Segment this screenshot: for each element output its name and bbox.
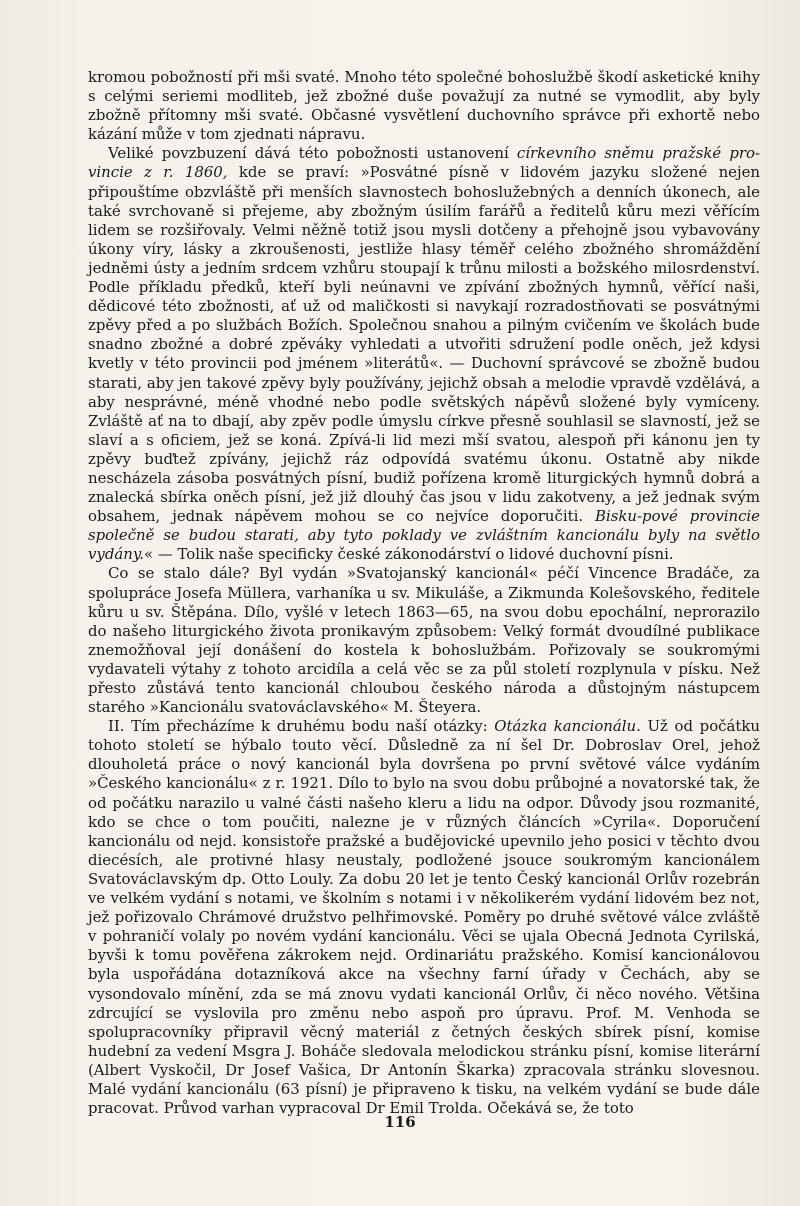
paragraph	[88, 717, 760, 1118]
text-run: kde se praví: »Posvátné písně v lidovém jazyku složené nejen připouštíme obzvláště při menších slavnostech bohoslužebných a denních úkonech, ale také svrchovaně si přejeme, aby zbožným úsilím farářů a ředitelů kůru mezi věřícím lidem se rozšiřovaly. Velmi něžně totiž jsou mysli dotčeny a přehojně jsou vybavovány úkony víry, lásky a zkroušenosti, jestliže hlasy téměř celého zbožného shromáždění jedněmi ústy a jedním srdcem vzhůru stoupají k trůnu milosti a božského milosrdenství. Podle příkladu předků, kteří byli neúnavni ve zpívání zbožných hymnů, věřící naši, dědicové této zbožnosti, ať už od maličkosti si navykají rozradostňovati se posvátnými zpěvy před a po službách Božích. Společnou snahou a pilným cvičením ve školách bude snadno zbožné a dobré zpěváky vyhledati a utvořiti sdružení podle oněch, jež kdysi kvetly v této provincii pod jménem »literátů«. — Duchovní správcové se zbožně budou starati, aby jen takové zpěvy byly používány, jejichž obsah a melodie vpravdě vzdělává, a aby nesprávné, méně vhodné nebo podle světských nápěvů složené byly vymíceny. Zvláště ať na to dbají, aby zpěv podle úmyslu církve přesně souhlasil se slavností, jež se slaví a s oficiem, jež se koná. Zpívá-li lid mezi mší svatou, alespoň při kánonu jen ty zpěvy buďtež zpívány, jejichž ráz odpovídá svatému úkonu. Ostatně aby nikde nescházela zásoba posvátných písní, budiž pořízena kromě liturgických hymnů dobrá a znalecká sbírka oněch písní, jež již dlouhý čas jsou v lidu zakotveny, a jež jednak svým obsahem, jednak nápěvem mohou se co nejvíce doporučiti.	[88, 163, 760, 526]
text-run: kromou pobožností při mši svaté. Mnoho této společné bohoslužbě škodí asketické knihy s celými seriemi modliteb, jež zbožné duše považují za nutné se vymodlit, aby byly zbožně přítomny mši svaté. Občasné vysvětlení duchovního správce při exhortě nebo kázání může v tom zjednati nápravu.	[88, 68, 760, 144]
text-run: Už od počátku tohoto století se hýbalo touto věcí. Důsledně za ní šel Dr. Dobroslav Orel, jehož dlouholetá práce o nový kancionál byla dovršena po první světové válce vydáním »Českého kancionálu« z r. 1921. Dílo to bylo na svou dobu průbojné a novatorské tak, že od počátku narazilo u valné části našeho kleru a lidu na odpor. Důvody jsou rozmanité, kdo se chce o tom poučiti, nalezne je v různých článcích »Cyrila«. Doporučení kancionálu od nejd. konsistoře pražské a budějovické upevnilo jeho posici v těchto dvou diecésích, ale protivné hlasy neustaly, podložené jsouce soukromým kancionálem Svatováclavským dp. Otto Louly. Za dobu 20 let je tento Český kancionál Orlův rozebrán ve velkém vydání s notami, ve školním s notami i v několikerém vydání lidovém bez not, jež pořizovalo Chrámové družstvo pelhřimovské. Poměry po druhé světové válce zvláště v pohraničí volaly po novém vydání kancionálu. Věci se ujala Obecná Jednota Cyrilská, byvši k tomu pověřena zákrokem nejd. Ordinariátu pražského. Komisí kancionálovou byla uspořádána dotazníková akce na všechny farní úřady v Čechách, aby se vysondovalo mínění, zda se má znovu vydati kancionál Orlův, či něco nového. Většina zdrcující se vyslovila pro změnu nebo aspoň pro úpravu. Prof. M. Venhoda se spolupracovníky připravil věcný materiál z četných českých sbírek písní, komise hudební za vedení Msgra J. Boháče sledovala melodickou stránku písní, komise literární (Albert Vyskočil, Dr Josef Vašica, Dr Antonín Škarka) zpracovala stránku slovesnou. Malé vydání kancionálu (63 písní) je připraveno k tisku, na velkém vydání se bude dále pracovat. Průvod varhan vypracoval Dr Emil Trolda. Očekává se, že toto	[88, 717, 760, 1118]
paragraph	[88, 564, 760, 717]
page-number: 116	[384, 1113, 416, 1131]
text-run: « — Tolik naše specificky české zákonodárství o lidové duchovní písni.	[144, 545, 674, 564]
text-run: Veliké povzbuzení dává této pobožnosti ustanovení	[108, 144, 517, 163]
paragraph	[88, 68, 760, 144]
italic-emphasis: církevního sněmu pražské pro-vincie z r. 1860,	[88, 144, 760, 182]
italic-emphasis: Bisku-pové provincie společně se budou starati, aby tyto poklady ve zvláštním kancionálu byly na světlo vydány.	[88, 507, 760, 564]
body-text	[88, 68, 760, 1118]
text-run: Co se stalo dále? Byl vydán »Svatojanský kancionál« péčí Vincence Bradáče, za spolupráce Josefa Müllera, varhaníka u sv. Mikuláše, a Zikmunda Kolešovského, ředitele kůru u sv. Štěpána. Dílo, vyšlé v letech 1863—65, na svou dobu epochální, neprorazilo do našeho liturgického života pronikavým způsobem: Velký formát dvoudílné publikace znemožňoval její donášení do kostela k bohoslužbám. Pořizovaly se soukromými vydavateli výtahy z tohoto arcidíla a celá věc se za půl století rozplynula v písku. Než přesto zůstává tento kancionál chloubou českého národa a důstojným nástupcem starého »Kancionálu svatováclavského« M. Šteyera.	[88, 564, 760, 717]
text-run: II. Tím přecházíme k druhému bodu naší otázky:	[108, 717, 495, 736]
paragraph	[88, 144, 760, 564]
italic-emphasis: Otázka kancionálu.	[494, 717, 641, 736]
